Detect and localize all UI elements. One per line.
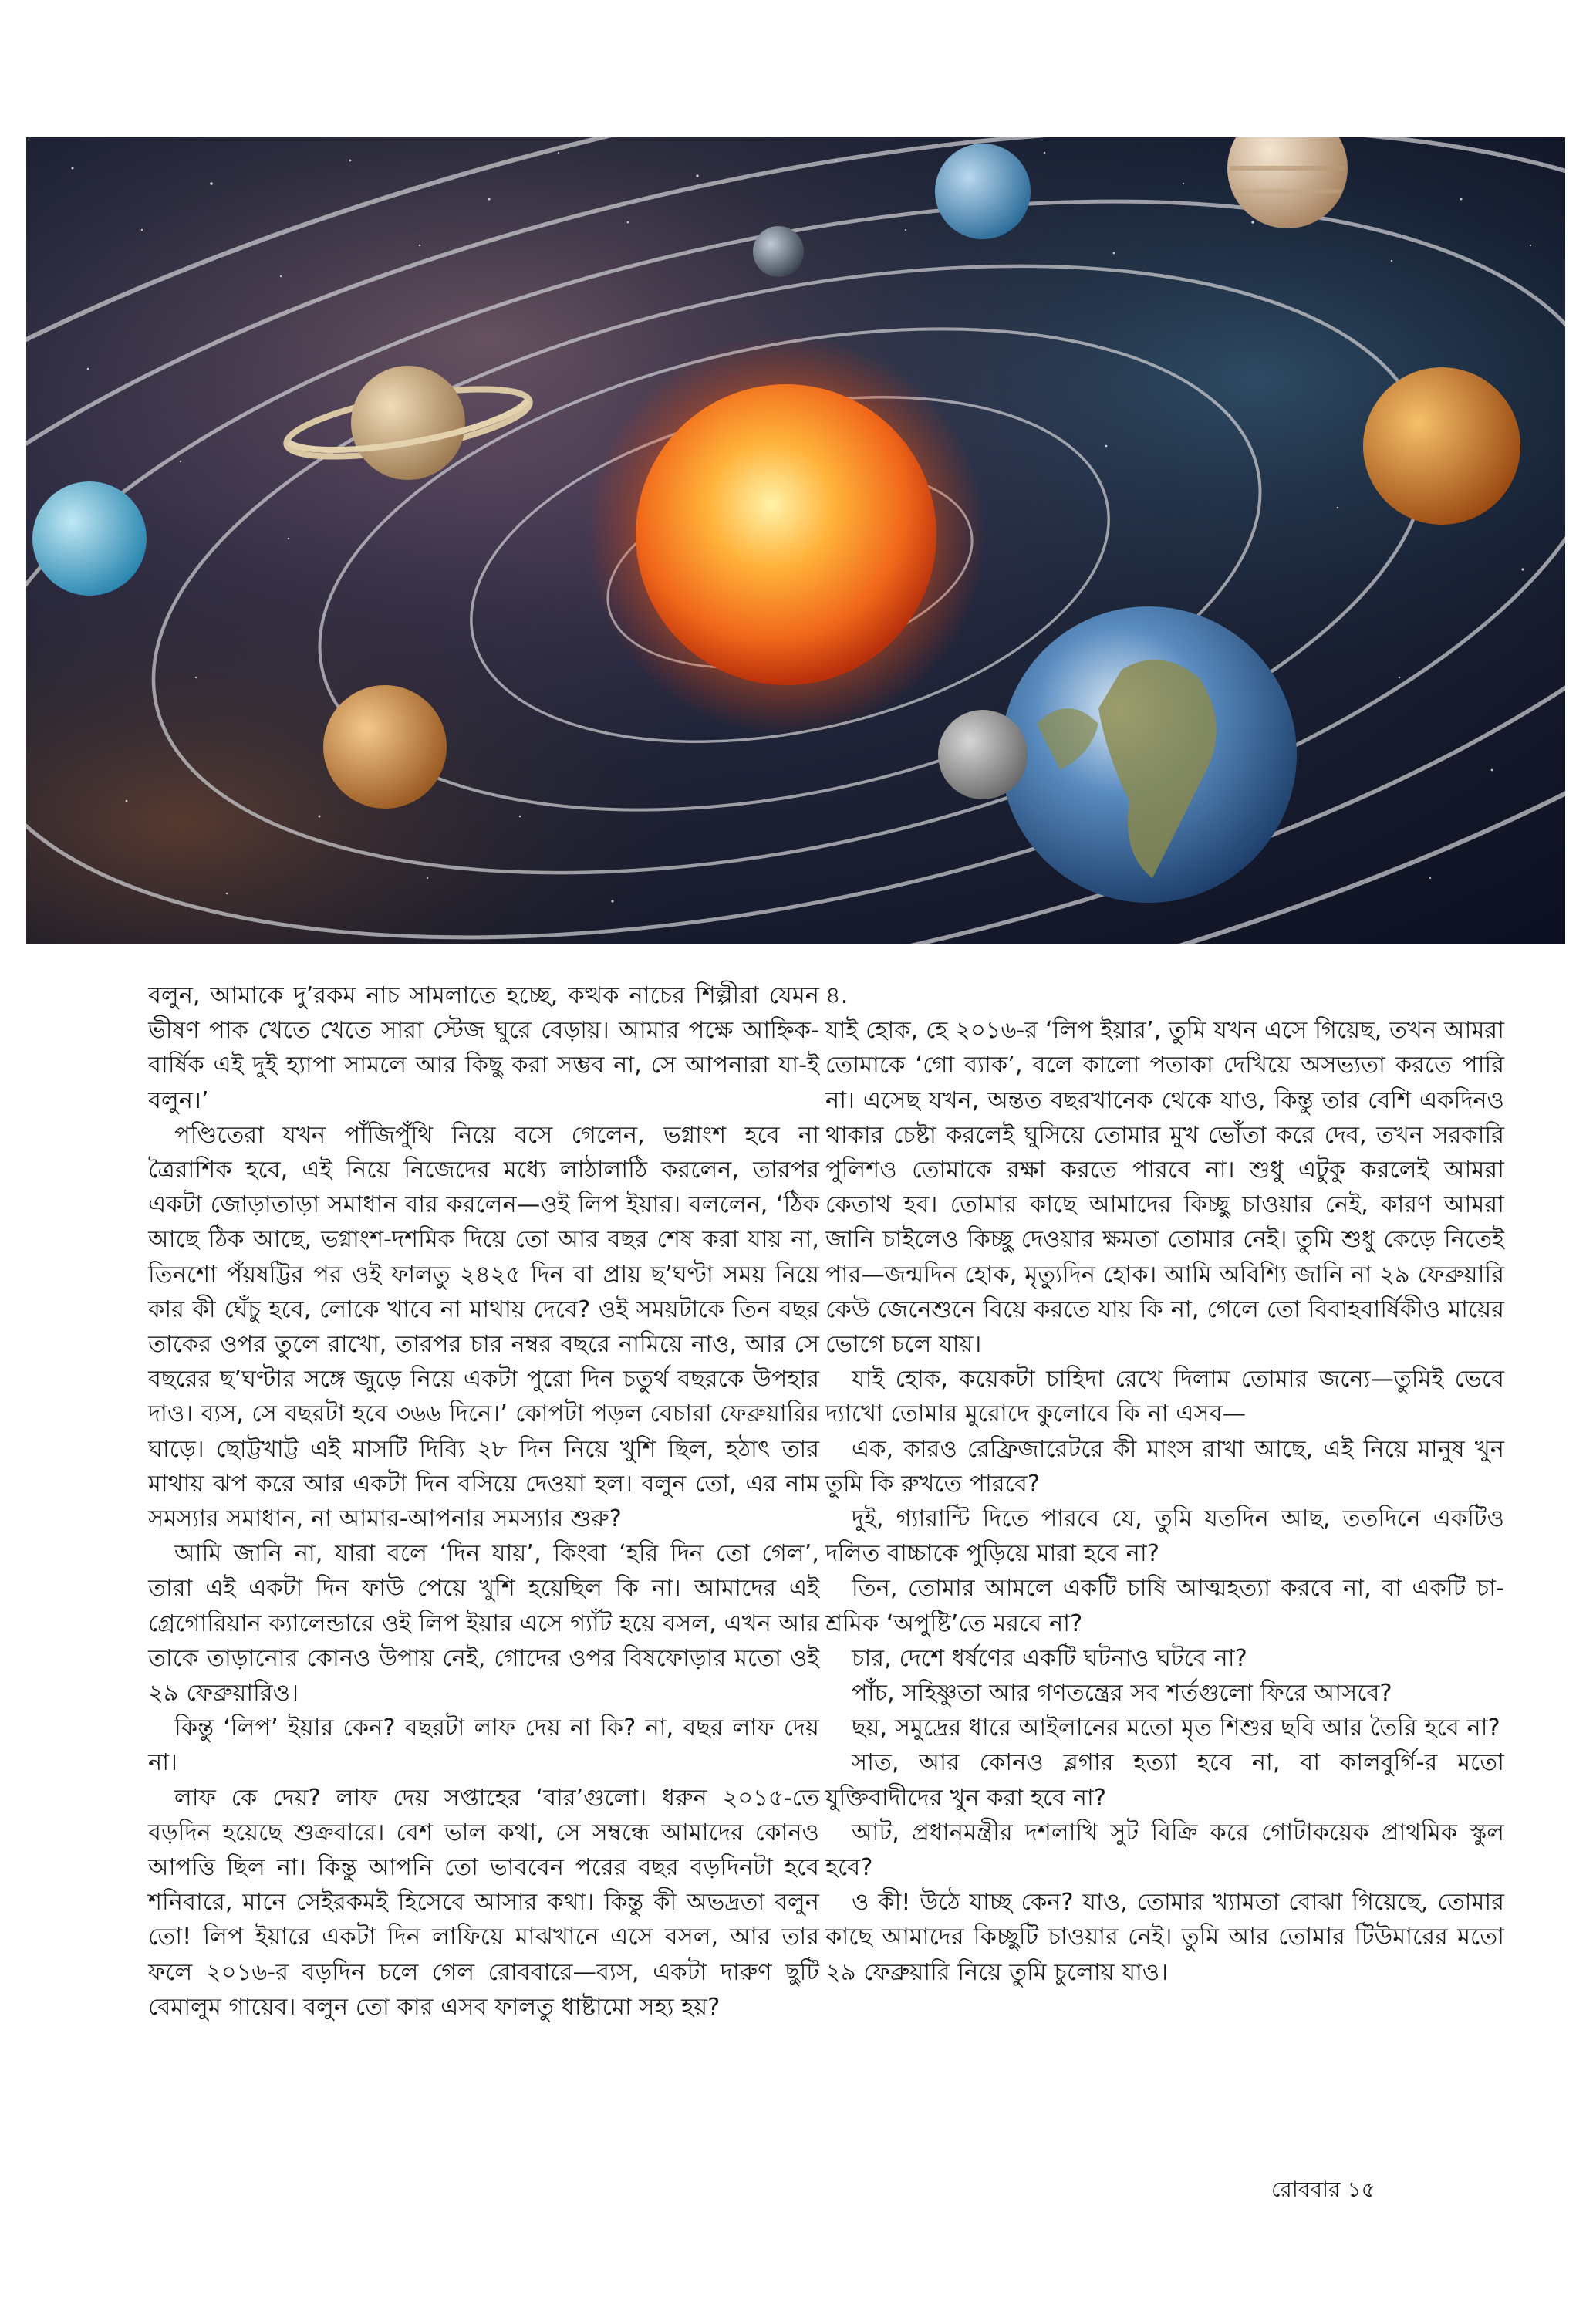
mercury [323,685,447,809]
sun [636,384,936,685]
uranus [32,481,147,596]
paragraph: ও কী! উঠে যাচ্ছ কেন? যাও, তোমার খ্যামতা বোঝা গিয়েছে, তোমার কাছে আমাদের কিচ্ছুটি চাওয়ার নেই। তুমি আর তোমার টিউমারের মতো ২৯ ফেব্রুয়ারি নিয়ে তুমি চুলোয় যাও। [825,1889,1504,1986]
list-item: ছয়, সমুদ্রের ধারে আইলানের মতো মৃত শিশুর ছবি আর তৈরি হবে না? [852,1714,1500,1742]
list-item: দুই, গ্যারান্টি দিতে পারবে যে, তুমি যতদিন আছ, ততদিনে একটিও দলিত বাচ্চাকে পুড়িয়ে মারা হবে না? [825,1505,1504,1568]
earth [1001,606,1297,903]
paragraph: লাফ কে দেয়? লাফ দেয় সপ্তাহের ‘বার’গুলো। ধরুন ২০১৫-তে বড়দিন হয়েছে শুক্রবারে। বেশ ভাল কথা, সে সম্বন্ধে আমাদের কোনও আপত্তি ছিল না। কিন্তু আপনি তো ভাববেন পরের বছর বড়দিনটা হবে শনিবারে, মানে সেইরকমই হিসেবে আসার কথা। কিন্তু কী অভদ্রতা বলুন তো! লিপ ইয়ারে একটা দিন লাফিয়ে মাঝখানে এসে বসল, আর তার ফলে ২০১৬-র বড়দিন চলে গেল রোববারে—ব্যস, একটা দারুণ ছুটি বেমালুম গায়েব। বলুন তো কার এসব ফালতু ধাষ্টামো সহ্য হয়? [148,1784,819,2021]
pluto [753,226,804,277]
page-footer: রোববার ১৫ [1271,2177,1375,2202]
paragraph: আমি জানি না, যারা বলে ‘দিন যায়’, কিংবা ‘হরি দিন তো গেল’, তারা এই একটা দিন ফাউ পেয়ে খুশি হয়েছিল কি না। আমাদের এই গ্রেগোরিয়ান ক্যালেন্ডারে ওই লিপ ইয়ার এসে গ্যাঁট হয়ে বসল, এখন আর তাকে তাড়ানোর কোনও উপায় নেই, গোদের ওপর বিষফোড়ার মতো ওই ২৯ ফেব্রুয়ারিও। [148,1540,819,1708]
neptune [935,144,1031,239]
solar-system-artwork [26,137,1565,944]
venus [1363,367,1520,525]
article-right-column [825,978,1504,1990]
solar-system-illustration [26,137,1565,944]
paragraph: পণ্ডিতেরা যখন পাঁজিপুঁথি নিয়ে বসে গেলেন, ভগ্নাংশ হবে না ত্রৈরাশিক হবে, এই নিয়ে নিজেদের মধ্যে লাঠালাঠি করলেন, তারপর একটা জোড়াতাড়া সমাধান বার করলেন—ওই লিপ ইয়ার। বললেন, ‘ঠিক আছে ঠিক আছে, ভগ্নাংশ-দশমিক দিয়ে তো আর বছর শেষ করা যায় না, তিনশো পঁয়ষট্টির পর ওই ফালতু ২৪২৫ দিন বা প্রায় ছ’ঘণ্টা সময় নিয়ে কার কী ঘেঁচু হবে, লোকে খাবে না মাথায় দেবে? ওই সময়টাকে তিন বছর তাকের ওপর তুলে রাখো, তারপর চার নম্বর বছরে নামিয়ে নাও, আর সে বছরের ছ’ঘণ্টার সঙ্গে জুড়ে নিয়ে একটা পুরো দিন চতুর্থ বছরকে উপহার দাও। ব্যস, সে বছরটা হবে ৩৬৬ দিনে।’ কোপটা পড়ল বেচারা ফেব্রুয়ারির ঘাড়ে। ছোট্টখাট্ট এই মাসটি দিব্যি ২৮ দিন নিয়ে খুশি ছিল, হঠাৎ তার মাথায় ঝপ করে আর একটা দিন বসিয়ে দেওয়া হল। বলুন তো, এর নাম সমস্যার সমাধান, না আমার-আপনার সমস্যার শুরু? [148,1121,819,1533]
list-item: পাঁচ, সহিষ্ণুতা আর গণতন্ত্রের সব শর্তগুলো ফিরে আসবে? [852,1680,1392,1708]
moon [938,710,1028,799]
paragraph: যাই হোক, কয়েকটা চাহিদা রেখে দিলাম তোমার জন্যে—তুমিই ভেবে দ্যাখো তোমার মুরোদে কুলোবে কি না এসব— [825,1366,1504,1428]
list-item: চার, দেশে ধর্ষণের একটি ঘটনাও ঘটবে না? [852,1644,1247,1672]
article-left-column [148,978,819,2025]
list-item: সাত, আর কোনও ব্লগার হত্যা হবে না, বা কালবুর্গি-র মতো যুক্তিবাদীদের খুন করা হবে না? [825,1749,1504,1812]
paragraph: কিন্তু ‘লিপ’ ইয়ার কেন? বছরটা লাফ দেয় না কি? না, বছর লাফ দেয় না। [148,1714,819,1777]
paragraph: যাই হোক, হে ২০১৬-র ‘লিপ ইয়ার’, তুমি যখন এসে গিয়েছ, তখন আমরা তোমাকে ‘গো ব্যাক’, বলে কালো পতাকা দেখিয়ে অসভ্যতা করতে পারি না। এসেছ যখন, অন্তত বছরখানেক থেকে যাও, কিন্তু তার বেশি একদিনও থাকার চেষ্টা করলেই ঘুসিয়ে তোমার মুখ ভোঁতা করে দেব, তখন সরকারি পুলিশও তোমাকে রক্ষা করতে পারবে না। শুধু এটুকু করলেই আমরা কেতাথ হব। তোমার কাছে আমাদের কিচ্ছু চাওয়ার নেই, কারণ আমরা জানি চাইলেও কিচ্ছু দেওয়ার ক্ষমতা তোমার নেই। তুমি শুধু কেড়ে নিতেই পার—জন্মদিন হোক, মৃত্যুদিন হোক। আমি অবিশ্যি জানি না ২৯ ফেব্রুয়ারি কেউ জেনেশুনে বিয়ে করতে যায় কি না, গেলে তো বিবাহবার্ষিকীও মায়ের ভোগে চলে যায়। [825,1017,1504,1359]
paragraph: বলুন, আমাকে দু’রকম নাচ সামলাতে হচ্ছে, কত্থক নাচের শিল্পীরা যেমন ভীষণ পাক খেতে খেতে সারা স্টেজ ঘুরে বেড়ায়। আমার পক্ষে আহ্নিক-বার্ষিক এই দুই হ্যাপা সামলে আর কিছু করা সম্ভব না, সে আপনারা যা-ই বলুন।’ [148,982,819,1114]
list-item: এক, কারও রেফ্রিজারেটরে কী মাংস রাখা আছে, এই নিয়ে মানুষ খুন তুমি কি রুখতে পারবে? [825,1435,1504,1498]
list-item: তিন, তোমার আমলে একটি চাষি আত্মহত্যা করবে না, বা একটি চা-শ্রমিক ‘অপুষ্টি’তে মরবে না? [825,1575,1504,1637]
section-number: ৪. [825,982,849,1009]
list-item: আট, প্রধানমন্ত্রীর দশলাখি সুট বিক্রি করে গোটাকয়েক প্রাথমিক স্কুল হবে? [825,1819,1504,1882]
